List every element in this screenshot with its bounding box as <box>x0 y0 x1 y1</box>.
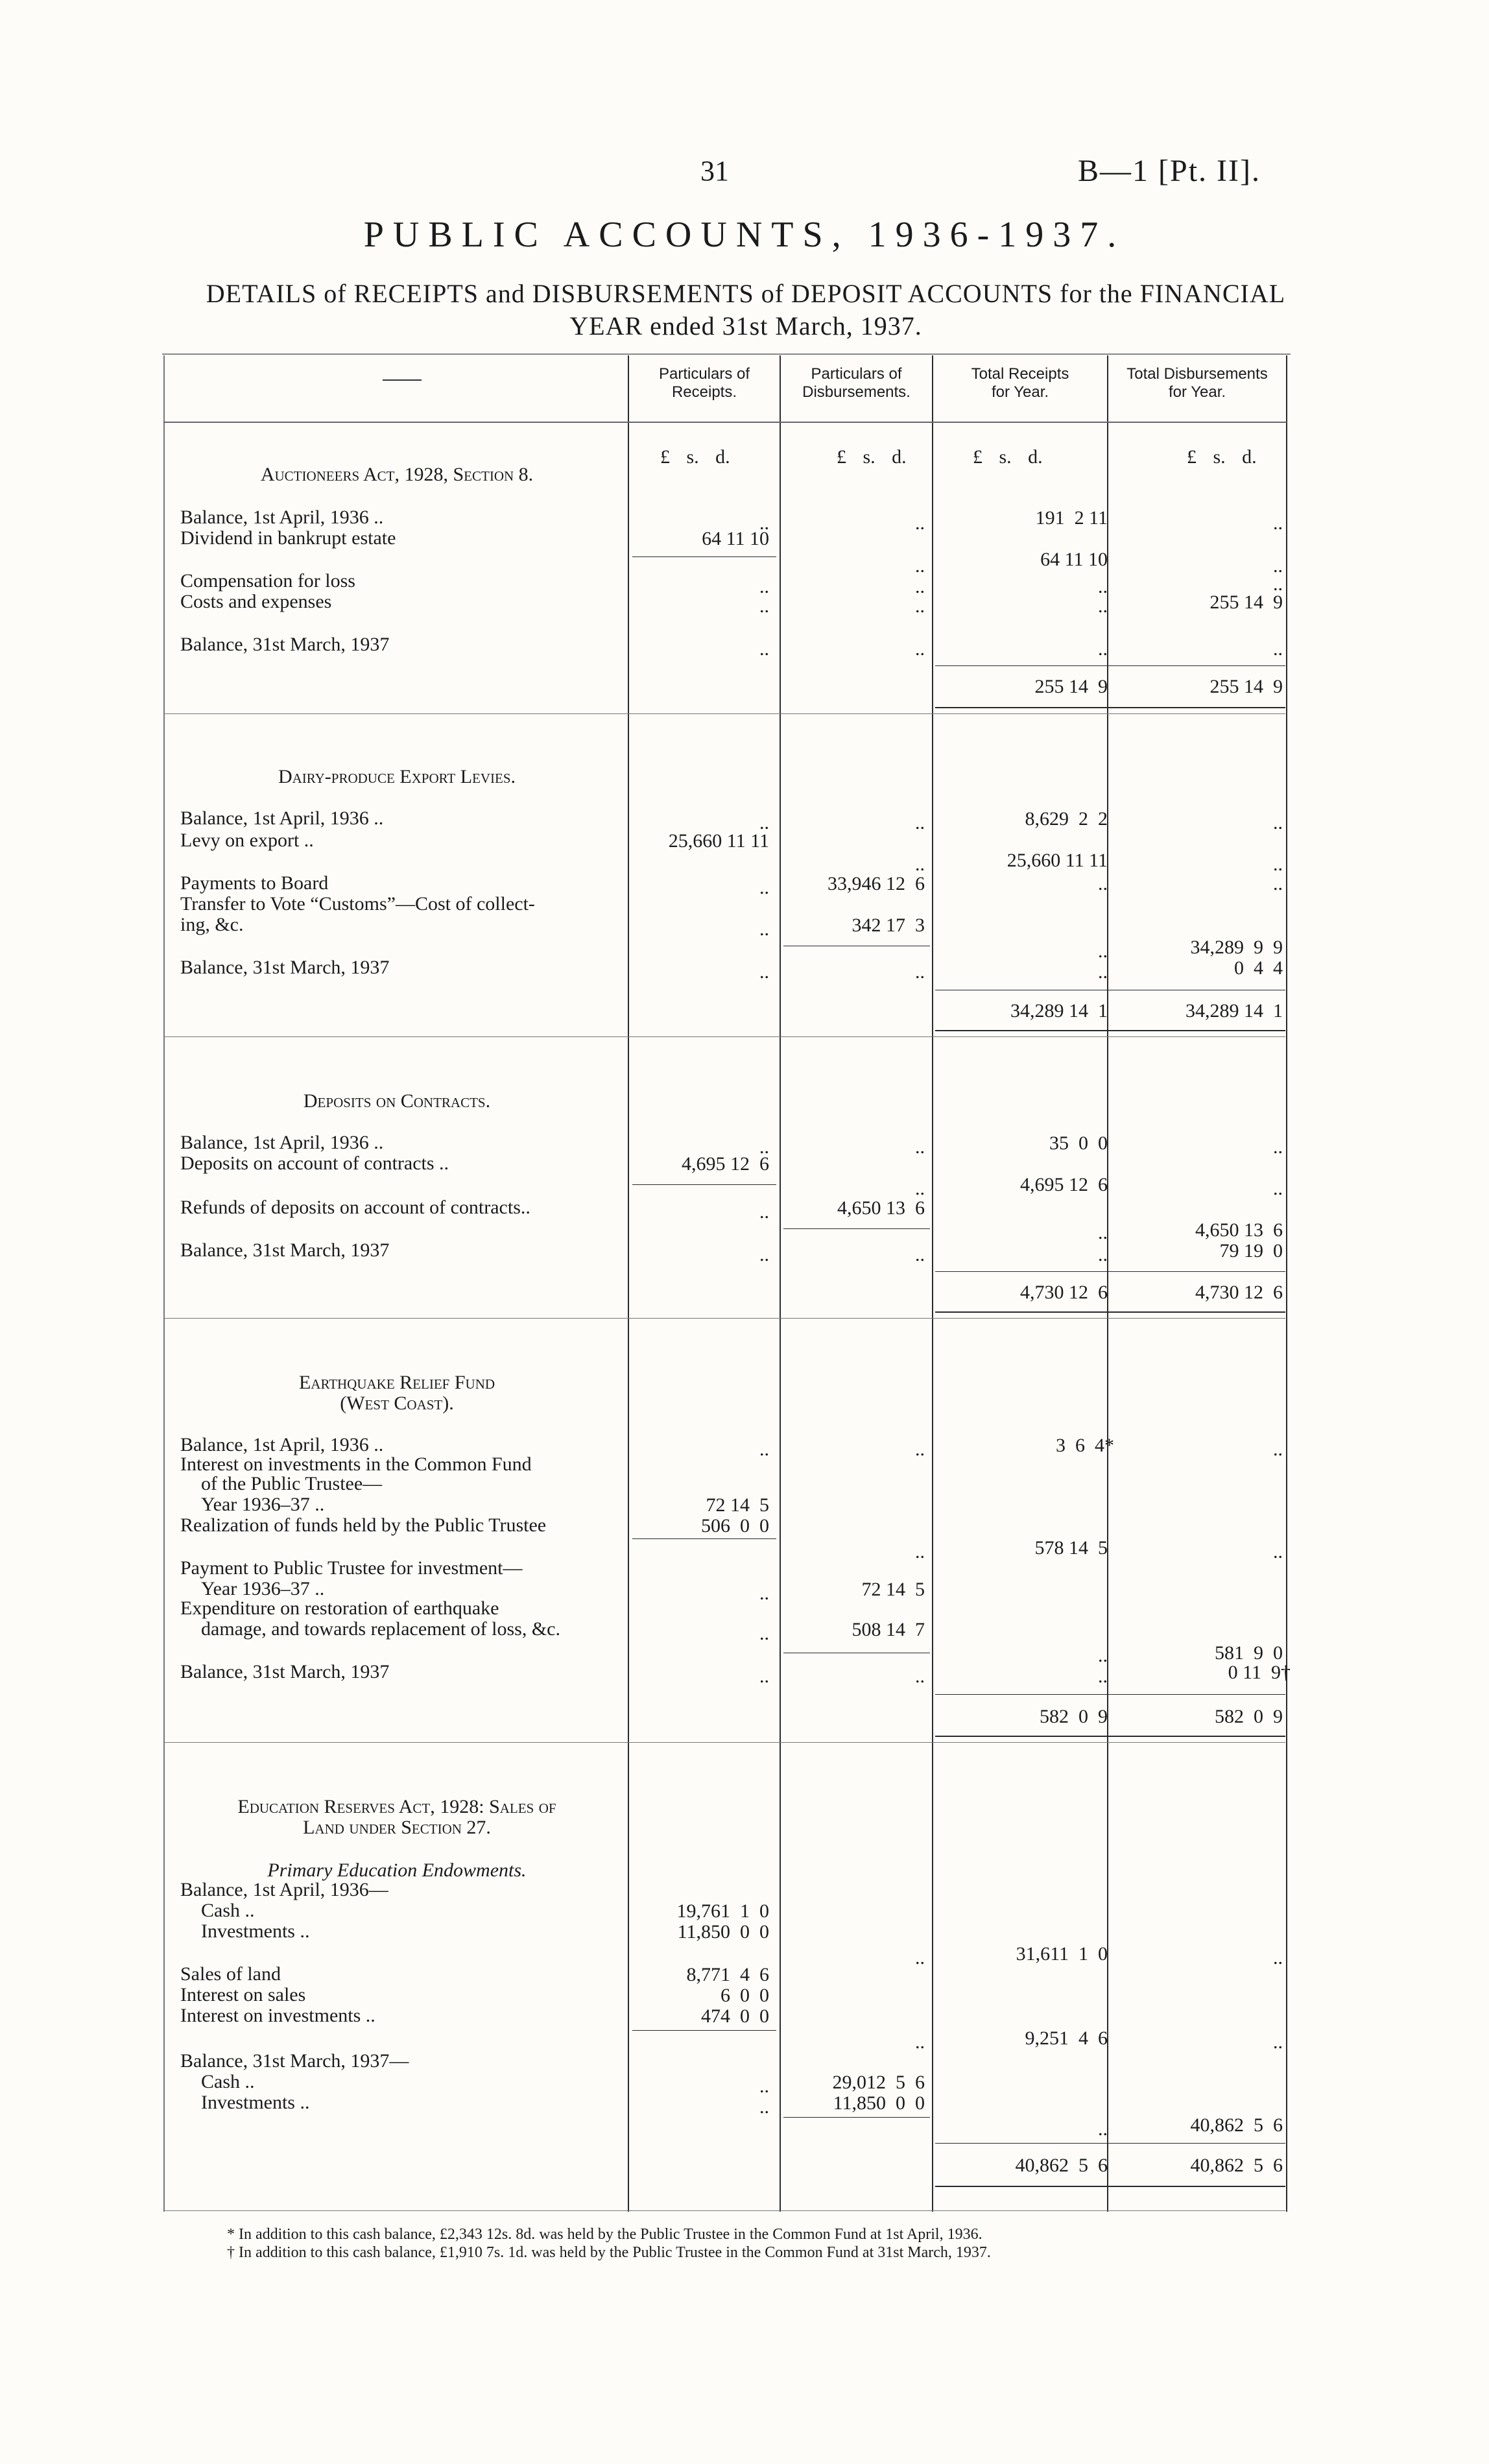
subtotal-rule <box>783 2117 930 2118</box>
section-total-receipts: 582 0 9 <box>1040 1706 1108 1727</box>
section-title-auctioneers: Auctioneers Act, 1928, Section 8. <box>260 464 534 485</box>
header-bottom-rule <box>163 422 1287 423</box>
total-rule-top <box>935 2143 1285 2144</box>
row-value: 72 14 5 <box>861 1579 925 1600</box>
dots: .. <box>1098 1666 1108 1687</box>
table-left-border <box>163 355 165 2212</box>
row-label: ing, &c. <box>180 914 244 935</box>
row-value: 4,650 13 6 <box>1195 1219 1283 1241</box>
row-label: Balance, 31st March, 1937 <box>180 634 390 655</box>
dots: .. <box>1098 873 1108 894</box>
section-separator <box>165 1036 1285 1037</box>
col3-line1: Total Receipts <box>971 365 1069 383</box>
column-header-disbursements <box>781 365 932 401</box>
row-value: 9,251 4 6 <box>1025 2027 1108 2049</box>
dots: .. <box>915 812 925 833</box>
dots: .. <box>915 1244 925 1265</box>
column-header-total-disbursements <box>1108 365 1286 401</box>
row-value: 8,629 2 2 <box>1025 808 1108 830</box>
row-value: 64 11 10 <box>702 528 769 549</box>
page-number: 31 <box>700 155 729 187</box>
table-right-border <box>1286 355 1287 2212</box>
row-value: 508 14 7 <box>852 1619 925 1640</box>
row-label: Year 1936–37 .. <box>201 1578 325 1599</box>
subtotal-rule <box>632 1538 776 1539</box>
section-total-disbursements: 582 0 9 <box>1215 1706 1283 1727</box>
dots: .. <box>1273 1439 1283 1460</box>
section-total-receipts: 40,862 5 6 <box>1015 2155 1108 2176</box>
total-rule-bottom <box>935 707 1285 708</box>
row-label: Balance, 1st April, 1936 .. <box>180 1132 384 1153</box>
section-total-receipts: 4,730 12 6 <box>1020 1282 1108 1303</box>
dots: .. <box>759 1623 769 1644</box>
dots: .. <box>1273 512 1283 534</box>
row-value: 33,946 12 6 <box>828 873 925 894</box>
row-label: Payments to Board <box>180 872 329 894</box>
dots: .. <box>1273 555 1283 577</box>
row-label: Refunds of deposits on account of contracts.. <box>180 1197 530 1218</box>
column-divider-3 <box>932 355 933 2212</box>
row-label: Interest on investments .. <box>180 2005 375 2026</box>
section-total-receipts: 255 14 9 <box>1034 676 1108 697</box>
dots: .. <box>759 512 769 534</box>
dots: .. <box>1273 1178 1283 1199</box>
subtotal-rule <box>632 556 776 557</box>
row-value: 19,761 1 0 <box>676 1900 769 1922</box>
row-label: Balance, 1st April, 1936 .. <box>180 507 384 528</box>
column-header-total-receipts <box>933 365 1107 401</box>
row-label: Deposits on account of contracts .. <box>180 1153 449 1174</box>
dots: .. <box>915 576 925 597</box>
row-value: 255 14 9 <box>1209 592 1283 613</box>
column-divider-1 <box>628 355 629 2212</box>
section-title-education-sub: Land under Section 27. <box>303 1817 491 1838</box>
row-value: 0 11 9† <box>1228 1662 1291 1683</box>
row-value: 11,850 0 0 <box>833 2092 925 2114</box>
total-rule-bottom <box>935 1736 1285 1737</box>
footnote-dagger: † In addition to this cash balance, £1,910 7s. 1d. was held by the Public Trustee in the Common Fund at 31st March, 1937. <box>227 2244 991 2261</box>
row-value: 25,660 11 11 <box>668 830 769 852</box>
dots: .. <box>915 1178 925 1199</box>
row-value: 4,695 12 6 <box>1020 1174 1108 1195</box>
row-value: 72 14 5 <box>706 1494 769 1516</box>
total-rule-bottom <box>935 1311 1285 1313</box>
dots: .. <box>915 1541 925 1562</box>
section-total-disbursements: 40,862 5 6 <box>1190 2155 1283 2176</box>
row-label: Transfer to Vote “Customs”—Cost of collect- <box>180 893 535 915</box>
dots: .. <box>915 1666 925 1687</box>
row-value: 34,289 9 9 <box>1190 937 1283 958</box>
row-value: 581 9 0 <box>1215 1642 1283 1664</box>
dots: .. <box>1098 1222 1108 1243</box>
table-bottom-rule <box>165 2210 1285 2211</box>
dots: .. <box>759 1136 769 1158</box>
row-label: Expenditure on restoration of earthquake <box>180 1597 499 1619</box>
total-rule-bottom <box>935 1030 1285 1031</box>
col2-line1: Particulars of <box>811 365 902 383</box>
dots: .. <box>759 961 769 983</box>
row-value: 79 19 0 <box>1219 1240 1283 1262</box>
row-label: Payment to Public Trustee for investment— <box>180 1557 523 1579</box>
dots: .. <box>759 1666 769 1687</box>
dots: .. <box>1098 576 1108 597</box>
section-title-dairy: Dairy-produce Export Levies. <box>278 766 516 787</box>
total-rule-top <box>935 665 1285 666</box>
row-value: 6 0 0 <box>721 1985 769 2006</box>
dots: .. <box>759 2075 769 2097</box>
row-value: 474 0 0 <box>701 2005 769 2027</box>
dots: .. <box>915 638 925 660</box>
dots: .. <box>1098 1645 1108 1666</box>
section-separator <box>165 1742 1285 1743</box>
row-label: Costs and expenses <box>180 591 332 612</box>
section-subtitle-primary-education: Primary Education Endowments. <box>267 1860 527 1881</box>
section-total-disbursements: 4,730 12 6 <box>1195 1282 1283 1303</box>
subtitle-line-2: YEAR ended 31st March, 1937. <box>569 311 922 341</box>
total-rule-top <box>935 1694 1285 1695</box>
footnote-star: * In addition to this cash balance, £2,343 12s. 8d. was held by the Public Trustee in the Common Fund at 1st April, 1936. <box>227 2226 983 2243</box>
dots: .. <box>1273 2031 1283 2053</box>
col2-line2: Disbursements. <box>802 383 911 401</box>
row-value: 25,660 11 11 <box>1007 850 1108 871</box>
dots: .. <box>759 1201 769 1223</box>
dots: .. <box>915 1947 925 1968</box>
dots: .. <box>759 576 769 597</box>
row-value: 40,862 5 6 <box>1190 2114 1283 2136</box>
col3-line2: for Year. <box>991 383 1049 401</box>
row-label: Investments .. <box>201 2092 310 2113</box>
row-value: 8,771 4 6 <box>686 1964 769 1985</box>
row-label: Interest on sales <box>180 1984 306 2005</box>
dots: .. <box>759 638 769 660</box>
dots: .. <box>1273 873 1283 894</box>
total-rule-top <box>935 1271 1285 1272</box>
row-value: 31,611 1 0 <box>1016 1943 1108 1965</box>
dots: .. <box>759 1583 769 1604</box>
row-label: Compensation for loss <box>180 570 355 592</box>
row-value: 64 11 10 <box>1040 549 1108 570</box>
row-label: Interest on investments in the Common Fund <box>180 1453 532 1475</box>
dots: .. <box>915 961 925 983</box>
dots: .. <box>1098 1244 1108 1265</box>
row-label: Realization of funds held by the Public Trustee <box>180 1514 547 1536</box>
row-label: Balance, 31st March, 1937— <box>180 2050 409 2072</box>
total-rule-bottom <box>935 2186 1285 2187</box>
section-title-earthquake: Earthquake Relief Fund <box>298 1372 495 1393</box>
row-label: Investments .. <box>201 1920 310 1942</box>
row-label: Balance, 1st April, 1936— <box>180 1879 388 1900</box>
dots: .. <box>915 1136 925 1158</box>
dots: .. <box>1273 1947 1283 1968</box>
description-column-dash <box>383 379 422 381</box>
page-subtitle <box>130 278 1362 342</box>
dots: .. <box>1273 1136 1283 1158</box>
dots: .. <box>1098 595 1108 617</box>
row-value: 3 6 4* <box>1056 1435 1114 1456</box>
row-label: damage, and towards replacement of loss, &c. <box>201 1618 560 1640</box>
dots: .. <box>759 1439 769 1460</box>
dots: .. <box>759 595 769 617</box>
document-reference: B—1 [Pt. II]. <box>1078 154 1261 188</box>
section-title-education: Education Reserves Act, 1928: Sales of <box>237 1796 556 1817</box>
row-value: 191 2 11 <box>1035 507 1108 529</box>
row-value: 342 17 3 <box>852 915 925 936</box>
section-total-disbursements: 34,289 14 1 <box>1185 1000 1283 1022</box>
currency-col2: £ s. d. <box>837 446 907 468</box>
column-divider-2 <box>780 355 781 2212</box>
dots: .. <box>1098 961 1108 983</box>
dots: .. <box>1098 2118 1108 2140</box>
dots: .. <box>915 854 925 875</box>
subtotal-rule <box>632 2030 776 2031</box>
col4-line1: Total Disbursements <box>1126 365 1268 383</box>
dots: .. <box>1273 854 1283 875</box>
row-value: 29,012 5 6 <box>832 2072 925 2093</box>
row-label: Cash .. <box>201 2071 255 2092</box>
dots: .. <box>759 918 769 940</box>
dots: .. <box>759 812 769 833</box>
table-top-rule <box>162 353 1291 355</box>
subtotal-rule <box>783 1228 930 1229</box>
dots: .. <box>759 877 769 898</box>
dots: .. <box>1098 638 1108 660</box>
section-separator <box>165 1318 1285 1319</box>
row-label: Sales of land <box>180 1963 281 1985</box>
dots: .. <box>759 1244 769 1265</box>
row-label: Cash .. <box>201 1900 255 1921</box>
dots: .. <box>915 595 925 617</box>
row-label: Balance, 1st April, 1936 .. <box>180 1434 384 1455</box>
dots: .. <box>1273 812 1283 833</box>
section-total-receipts: 34,289 14 1 <box>1010 1000 1108 1022</box>
dots: .. <box>915 1439 925 1460</box>
row-label: Balance, 31st March, 1937 <box>180 1239 390 1261</box>
section-total-disbursements: 255 14 9 <box>1209 676 1283 697</box>
section-title-contracts: Deposits on Contracts. <box>303 1090 491 1112</box>
row-value: 11,850 0 0 <box>677 1921 769 1943</box>
row-label: Balance, 1st April, 1936 .. <box>180 807 384 829</box>
row-label: Dividend in bankrupt estate <box>180 527 396 549</box>
section-separator <box>165 713 1285 714</box>
dots: .. <box>915 555 925 577</box>
row-label: Balance, 31st March, 1937 <box>180 957 390 978</box>
row-label: of the Public Trustee— <box>201 1473 383 1494</box>
row-value: 578 14 5 <box>1034 1537 1108 1559</box>
col1-line2: Receipts. <box>671 383 737 401</box>
col4-line2: for Year. <box>1168 383 1226 401</box>
row-value: 35 0 0 <box>1049 1132 1108 1154</box>
section-title-earthquake-sub: (West Coast). <box>340 1393 454 1414</box>
currency-col3: £ s. d. <box>973 446 1043 468</box>
dots: .. <box>915 512 925 534</box>
row-value: 0 4 4 <box>1234 957 1283 979</box>
currency-col1: £ s. d. <box>660 446 730 468</box>
dots: .. <box>1273 1541 1283 1562</box>
column-header-receipts <box>629 365 780 401</box>
dots: .. <box>759 2096 769 2118</box>
row-label: Year 1936–37 .. <box>201 1494 325 1515</box>
row-value: 506 0 0 <box>701 1515 769 1537</box>
row-value: 4,650 13 6 <box>837 1197 925 1219</box>
currency-col4: £ s. d. <box>1187 446 1257 468</box>
subtotal-rule <box>632 1184 776 1185</box>
page-title: PUBLIC ACCOUNTS, 1936-1937. <box>363 215 1126 255</box>
dots: .. <box>1098 940 1108 962</box>
row-value: 4,695 12 6 <box>682 1153 769 1175</box>
row-label: Balance, 31st March, 1937 <box>180 1661 390 1682</box>
dots: .. <box>1273 638 1283 660</box>
dots: .. <box>1273 573 1283 595</box>
row-label: Levy on export .. <box>180 830 314 851</box>
col1-line1: Particulars of <box>658 365 750 383</box>
dots: .. <box>915 2031 925 2053</box>
subtitle-line-1: DETAILS of RECEIPTS and DISBURSEMENTS of DEPOSIT ACCOUNTS for the FINANCIAL <box>206 279 1286 308</box>
